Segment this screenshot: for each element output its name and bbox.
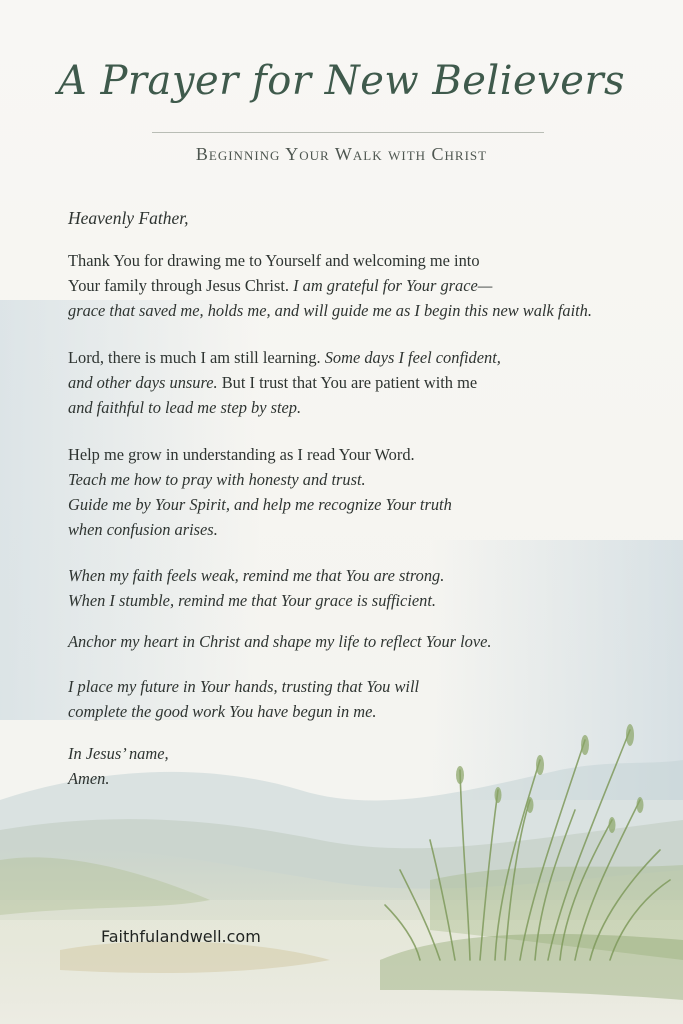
title-divider <box>152 132 544 133</box>
prayer-text-italic: Some days I feel confident, <box>324 348 501 367</box>
prayer-paragraph-4 <box>68 563 658 613</box>
closing-line: In Jesus’ name, <box>68 744 169 763</box>
prayer-line <box>68 345 658 370</box>
page-subtitle: Beginning Your Walk with Christ <box>195 144 488 164</box>
prayer-line <box>68 273 658 298</box>
prayer-line: Teach me how to pray with honesty and trust. <box>68 470 366 489</box>
prayer-paragraph-5 <box>68 629 658 654</box>
closing-amen: Amen. <box>68 769 110 788</box>
prayer-line: Guide me by Your Spirit, and help me recognize Your truth <box>68 495 452 514</box>
prayer-line: Help me grow in understanding as I read Your Word. <box>68 445 415 464</box>
prayer-paragraph-6 <box>68 674 658 724</box>
prayer-line: Thank You for drawing me to Yourself and welcoming me into <box>68 251 480 270</box>
prayer-line: when confusion arises. <box>68 520 218 539</box>
prayer-line <box>68 370 658 395</box>
prayer-line: I place my future in Your hands, trusting that You will <box>68 677 420 696</box>
prayer-text-italic: I am grateful for Your grace— <box>293 276 493 295</box>
prayer-text: But I trust that You are patient with me <box>221 373 478 392</box>
website-credit: Faithfulandwell.com <box>101 927 261 946</box>
prayer-paragraph-2 <box>68 345 658 420</box>
prayer-closing <box>68 741 658 791</box>
prayer-paragraph-3 <box>68 442 658 542</box>
salutation: Heavenly Father, <box>68 208 189 228</box>
prayer-line: complete the good work You have begun in me. <box>68 702 377 721</box>
prayer-line: grace that saved me, holds me, and will guide me as I begin this new walk faith. <box>68 301 592 320</box>
page-title: A Prayer for New Believers <box>57 58 626 104</box>
prayer-line: Anchor my heart in Christ and shape my life to reflect Your love. <box>68 632 492 651</box>
prayer-paragraph-1 <box>68 248 658 323</box>
prayer-text: Lord, there is much I am still learning. <box>68 348 325 367</box>
prayer-line: and faithful to lead me step by step. <box>68 398 302 417</box>
prayer-text-italic: and other days unsure. <box>68 373 222 392</box>
prayer-line: When I stumble, remind me that Your grace is sufficient. <box>68 591 436 610</box>
prayer-line: When my faith feels weak, remind me that You are strong. <box>68 566 445 585</box>
prayer-text: Your family through Jesus Christ. <box>68 276 294 295</box>
